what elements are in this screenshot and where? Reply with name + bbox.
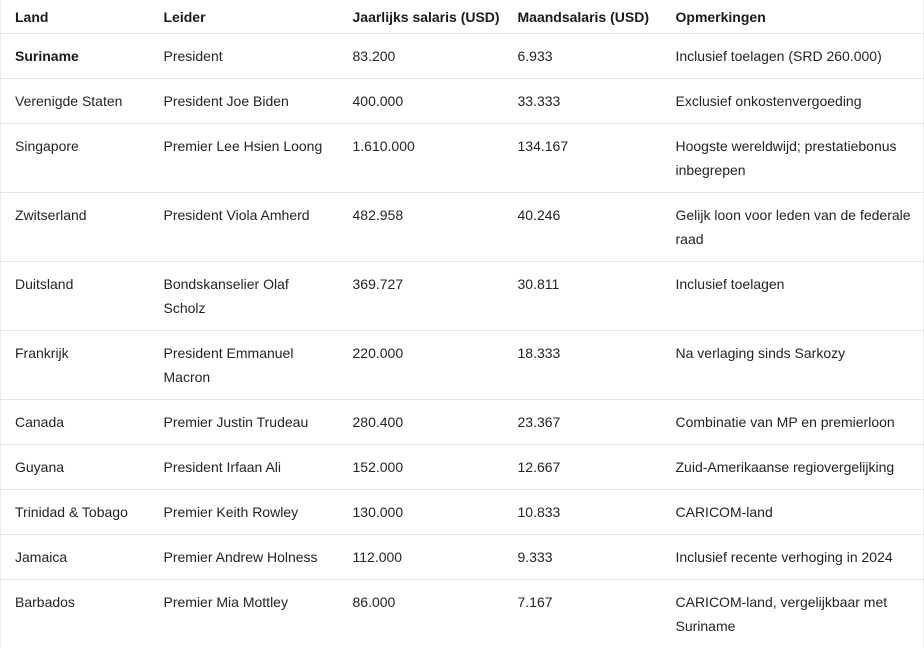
header-row	[1, 0, 924, 34]
cell-land: Duitsland	[1, 262, 150, 331]
cell-land: Canada	[1, 400, 150, 445]
table-row	[1, 580, 924, 649]
cell-jaarlijks: 369.727	[339, 262, 504, 331]
table-row	[1, 262, 924, 331]
cell-leider: Premier Andrew Holness	[150, 535, 339, 580]
cell-opmerkingen: Zuid-Amerikaanse regiovergelijking	[662, 445, 924, 490]
cell-opmerkingen: Hoogste wereldwijd; prestatiebonus inbegrepen	[662, 124, 924, 193]
cell-land: Suriname	[1, 34, 150, 79]
cell-leider: President Viola Amherd	[150, 193, 339, 262]
column-header-opmerkingen: Opmerkingen	[662, 0, 924, 34]
cell-land: Jamaica	[1, 535, 150, 580]
table-row	[1, 34, 924, 79]
cell-opmerkingen: Combinatie van MP en premierloon	[662, 400, 924, 445]
cell-land: Guyana	[1, 445, 150, 490]
table-row	[1, 490, 924, 535]
cell-jaarlijks: 83.200	[339, 34, 504, 79]
cell-opmerkingen: CARICOM-land, vergelijkbaar met Suriname	[675, 594, 888, 634]
cell-maand: 7.167	[517, 594, 553, 610]
cell-maand: 10.833	[504, 490, 662, 535]
cell-maand: 6.933	[504, 34, 662, 79]
cell-maand: 12.667	[504, 445, 662, 490]
cell-maand: 30.811	[504, 262, 662, 331]
cell-jaarlijks: 1.610.000	[339, 124, 504, 193]
table-row	[1, 193, 924, 262]
cell-leider: Premier Lee Hsien Loong	[150, 124, 339, 193]
cell-leider: Bondskanselier Olaf Scholz	[150, 262, 339, 331]
cell-land: Verenigde Staten	[1, 79, 150, 124]
table-row	[1, 535, 924, 580]
cell-maand: 23.367	[504, 400, 662, 445]
cell-maand: 18.333	[504, 331, 662, 400]
cell-opmerkingen: Na verlaging sinds Sarkozy	[662, 331, 924, 400]
cell-land: Zwitserland	[1, 193, 150, 262]
cell-opmerkingen: Exclusief onkostenvergoeding	[662, 79, 924, 124]
table-row	[1, 331, 924, 400]
cell-jaarlijks: 482.958	[339, 193, 504, 262]
cell-maand: 40.246	[504, 193, 662, 262]
table-body	[1, 34, 924, 649]
cell-opmerkingen: Inclusief toelagen	[662, 262, 924, 331]
cell-jaarlijks: 130.000	[339, 490, 504, 535]
cell-opmerkingen: Inclusief recente verhoging in 2024	[662, 535, 924, 580]
cell-jaarlijks: 280.400	[339, 400, 504, 445]
cell-maand: 33.333	[504, 79, 662, 124]
table-row	[1, 445, 924, 490]
cell-leider: President	[150, 34, 339, 79]
cell-opmerkingen: Inclusief toelagen (SRD 260.000)	[662, 34, 924, 79]
cell-opmerkingen: CARICOM-land	[662, 490, 924, 535]
cell-jaarlijks: 86.000	[352, 594, 396, 610]
cell-jaarlijks: 400.000	[339, 79, 504, 124]
cell-land: Frankrijk	[1, 331, 150, 400]
cell-jaarlijks: 220.000	[339, 331, 504, 400]
cell-leider: President Irfaan Ali	[150, 445, 339, 490]
cell-land: Singapore	[1, 124, 150, 193]
table-row	[1, 124, 924, 193]
cell-leider: Premier Justin Trudeau	[150, 400, 339, 445]
cell-land: Barbados	[15, 594, 75, 610]
cell-maand: 9.333	[504, 535, 662, 580]
cell-maand: 134.167	[504, 124, 662, 193]
cell-land: Trinidad & Tobago	[1, 490, 150, 535]
cell-leider: Premier Keith Rowley	[150, 490, 339, 535]
column-header-jaarlijks-salaris: Jaarlijks salaris (USD)	[339, 0, 504, 34]
cell-leider: President Joe Biden	[150, 79, 339, 124]
column-header-maandsalaris: Maandsalaris (USD)	[504, 0, 662, 34]
cell-leider: Premier Mia Mottley	[163, 594, 288, 610]
table-row	[1, 400, 924, 445]
column-header-leider: Leider	[150, 0, 339, 34]
table-row	[1, 79, 924, 124]
cell-jaarlijks: 152.000	[339, 445, 504, 490]
cell-leider: President Emmanuel Macron	[150, 331, 339, 400]
cell-opmerkingen: Gelijk loon voor leden van de federale raad	[662, 193, 924, 262]
cell-jaarlijks: 112.000	[339, 535, 504, 580]
column-header-land: Land	[1, 0, 150, 34]
